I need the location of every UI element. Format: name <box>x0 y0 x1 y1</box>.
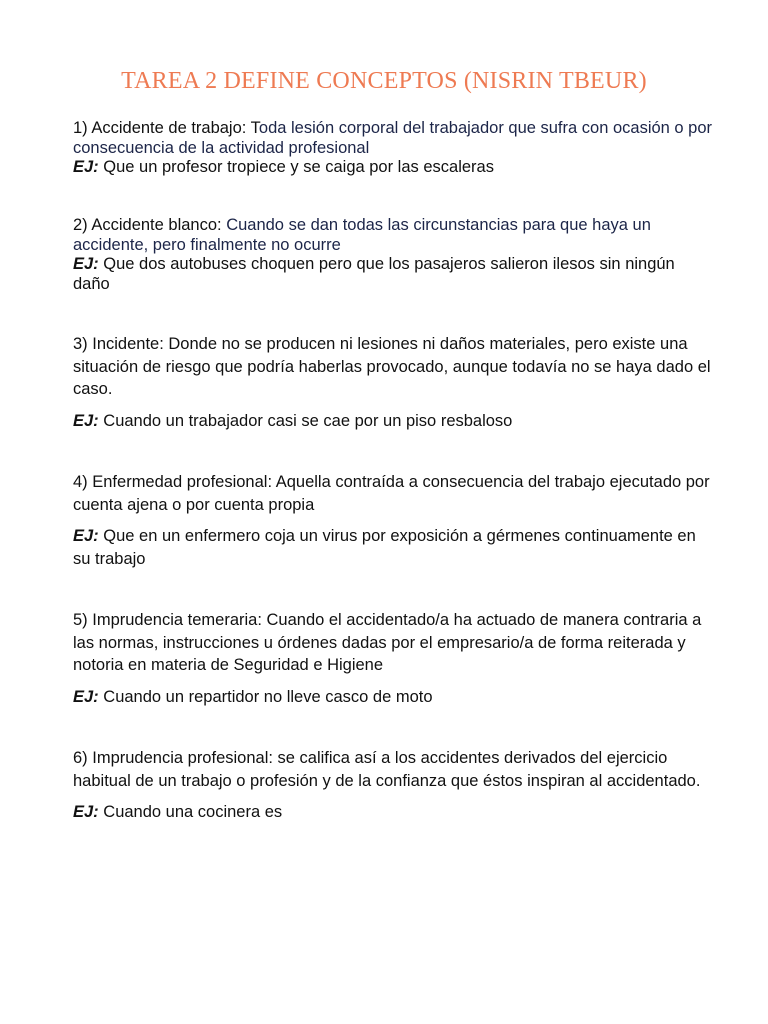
concept-example: Cuando una cocinera es <box>98 803 283 821</box>
concept-term: 4) Enfermedad profesional: <box>73 473 276 491</box>
concept-item-imprudencia-profesional <box>73 747 713 824</box>
concept-definition: Donde no se producen ni lesiones ni daños materiales, pero existe una situación de riesgo que podría haberlas provocado, aunque todavía no se haya dado el caso. <box>73 335 711 398</box>
concept-example: Que en un enfermero coja un virus por exposición a gérmenes continuamente en su trabajo <box>73 527 696 568</box>
concept-definition: oda lesión corporal del trabajador que sufra con ocasión o por consecuencia de la actividad profesional <box>73 119 713 157</box>
concept-definition-paragraph <box>73 333 713 401</box>
concept-definition-paragraph <box>73 609 713 677</box>
concept-term: 6) Imprudencia profesional: <box>73 749 278 767</box>
concept-definition: Aquella contraída a consecuencia del trabajo ejecutado por cuenta ajena o por cuenta propia <box>73 473 710 514</box>
concept-example: Que dos autobuses choquen pero que los pasajeros salieron ilesos sin ningún daño <box>73 255 675 293</box>
concept-definition: Cuando se dan todas las circunstancias para que haya un accidente, pero finalmente no ocurre <box>73 216 651 254</box>
concept-item-accidente-blanco <box>73 216 713 294</box>
concept-term: 5) Imprudencia temeraria: <box>73 611 267 629</box>
concept-definition-paragraph <box>73 216 713 255</box>
concept-definition-paragraph <box>73 471 713 516</box>
example-label: EJ: <box>73 803 99 821</box>
example-label: EJ: <box>73 255 99 273</box>
concept-item-accidente-de-trabajo <box>73 119 713 178</box>
concept-example-paragraph <box>73 158 713 178</box>
concept-example-paragraph <box>73 410 713 433</box>
example-label: EJ: <box>73 687 99 706</box>
concept-definition-paragraph <box>73 119 713 158</box>
document-title: TAREA 2 DEFINE CONCEPTOS (NISRIN TBEUR) <box>121 68 647 94</box>
concept-example-paragraph <box>73 525 713 570</box>
concept-item-incidente <box>73 333 713 432</box>
concept-example-paragraph <box>73 255 713 294</box>
example-label: EJ: <box>73 411 99 430</box>
concept-example: Que un profesor tropiece y se caiga por las escaleras <box>98 158 494 176</box>
concept-definition: Cuando el accidentado/a ha actuado de manera contraria a las normas, instrucciones u órdenes dadas por el empresario/a de forma reiterada y notoria en materia de Seguridad e Higiene <box>73 611 702 674</box>
concept-term: 2) Accidente blanco: <box>73 216 227 234</box>
concept-term: 3) Incidente: <box>73 335 169 353</box>
concept-item-enfermedad-profesional <box>73 471 713 570</box>
concept-item-imprudencia-temeraria <box>73 609 713 708</box>
example-label: EJ: <box>73 527 99 545</box>
concept-definition-paragraph <box>73 747 713 792</box>
concept-term: 1) Accidente de trabajo: T <box>73 119 259 137</box>
concept-definition: se califica así a los accidentes derivados del ejercicio habitual de un trabajo o profesión y de la confianza que éstos inspiran al accidentado. <box>73 749 701 790</box>
concept-example-paragraph <box>73 686 713 709</box>
example-label: EJ: <box>73 158 99 176</box>
concept-example-paragraph <box>73 801 713 824</box>
concept-example: Cuando un trabajador casi se cae por un piso resbaloso <box>98 411 513 430</box>
concept-example: Cuando un repartidor no lleve casco de moto <box>98 687 433 706</box>
